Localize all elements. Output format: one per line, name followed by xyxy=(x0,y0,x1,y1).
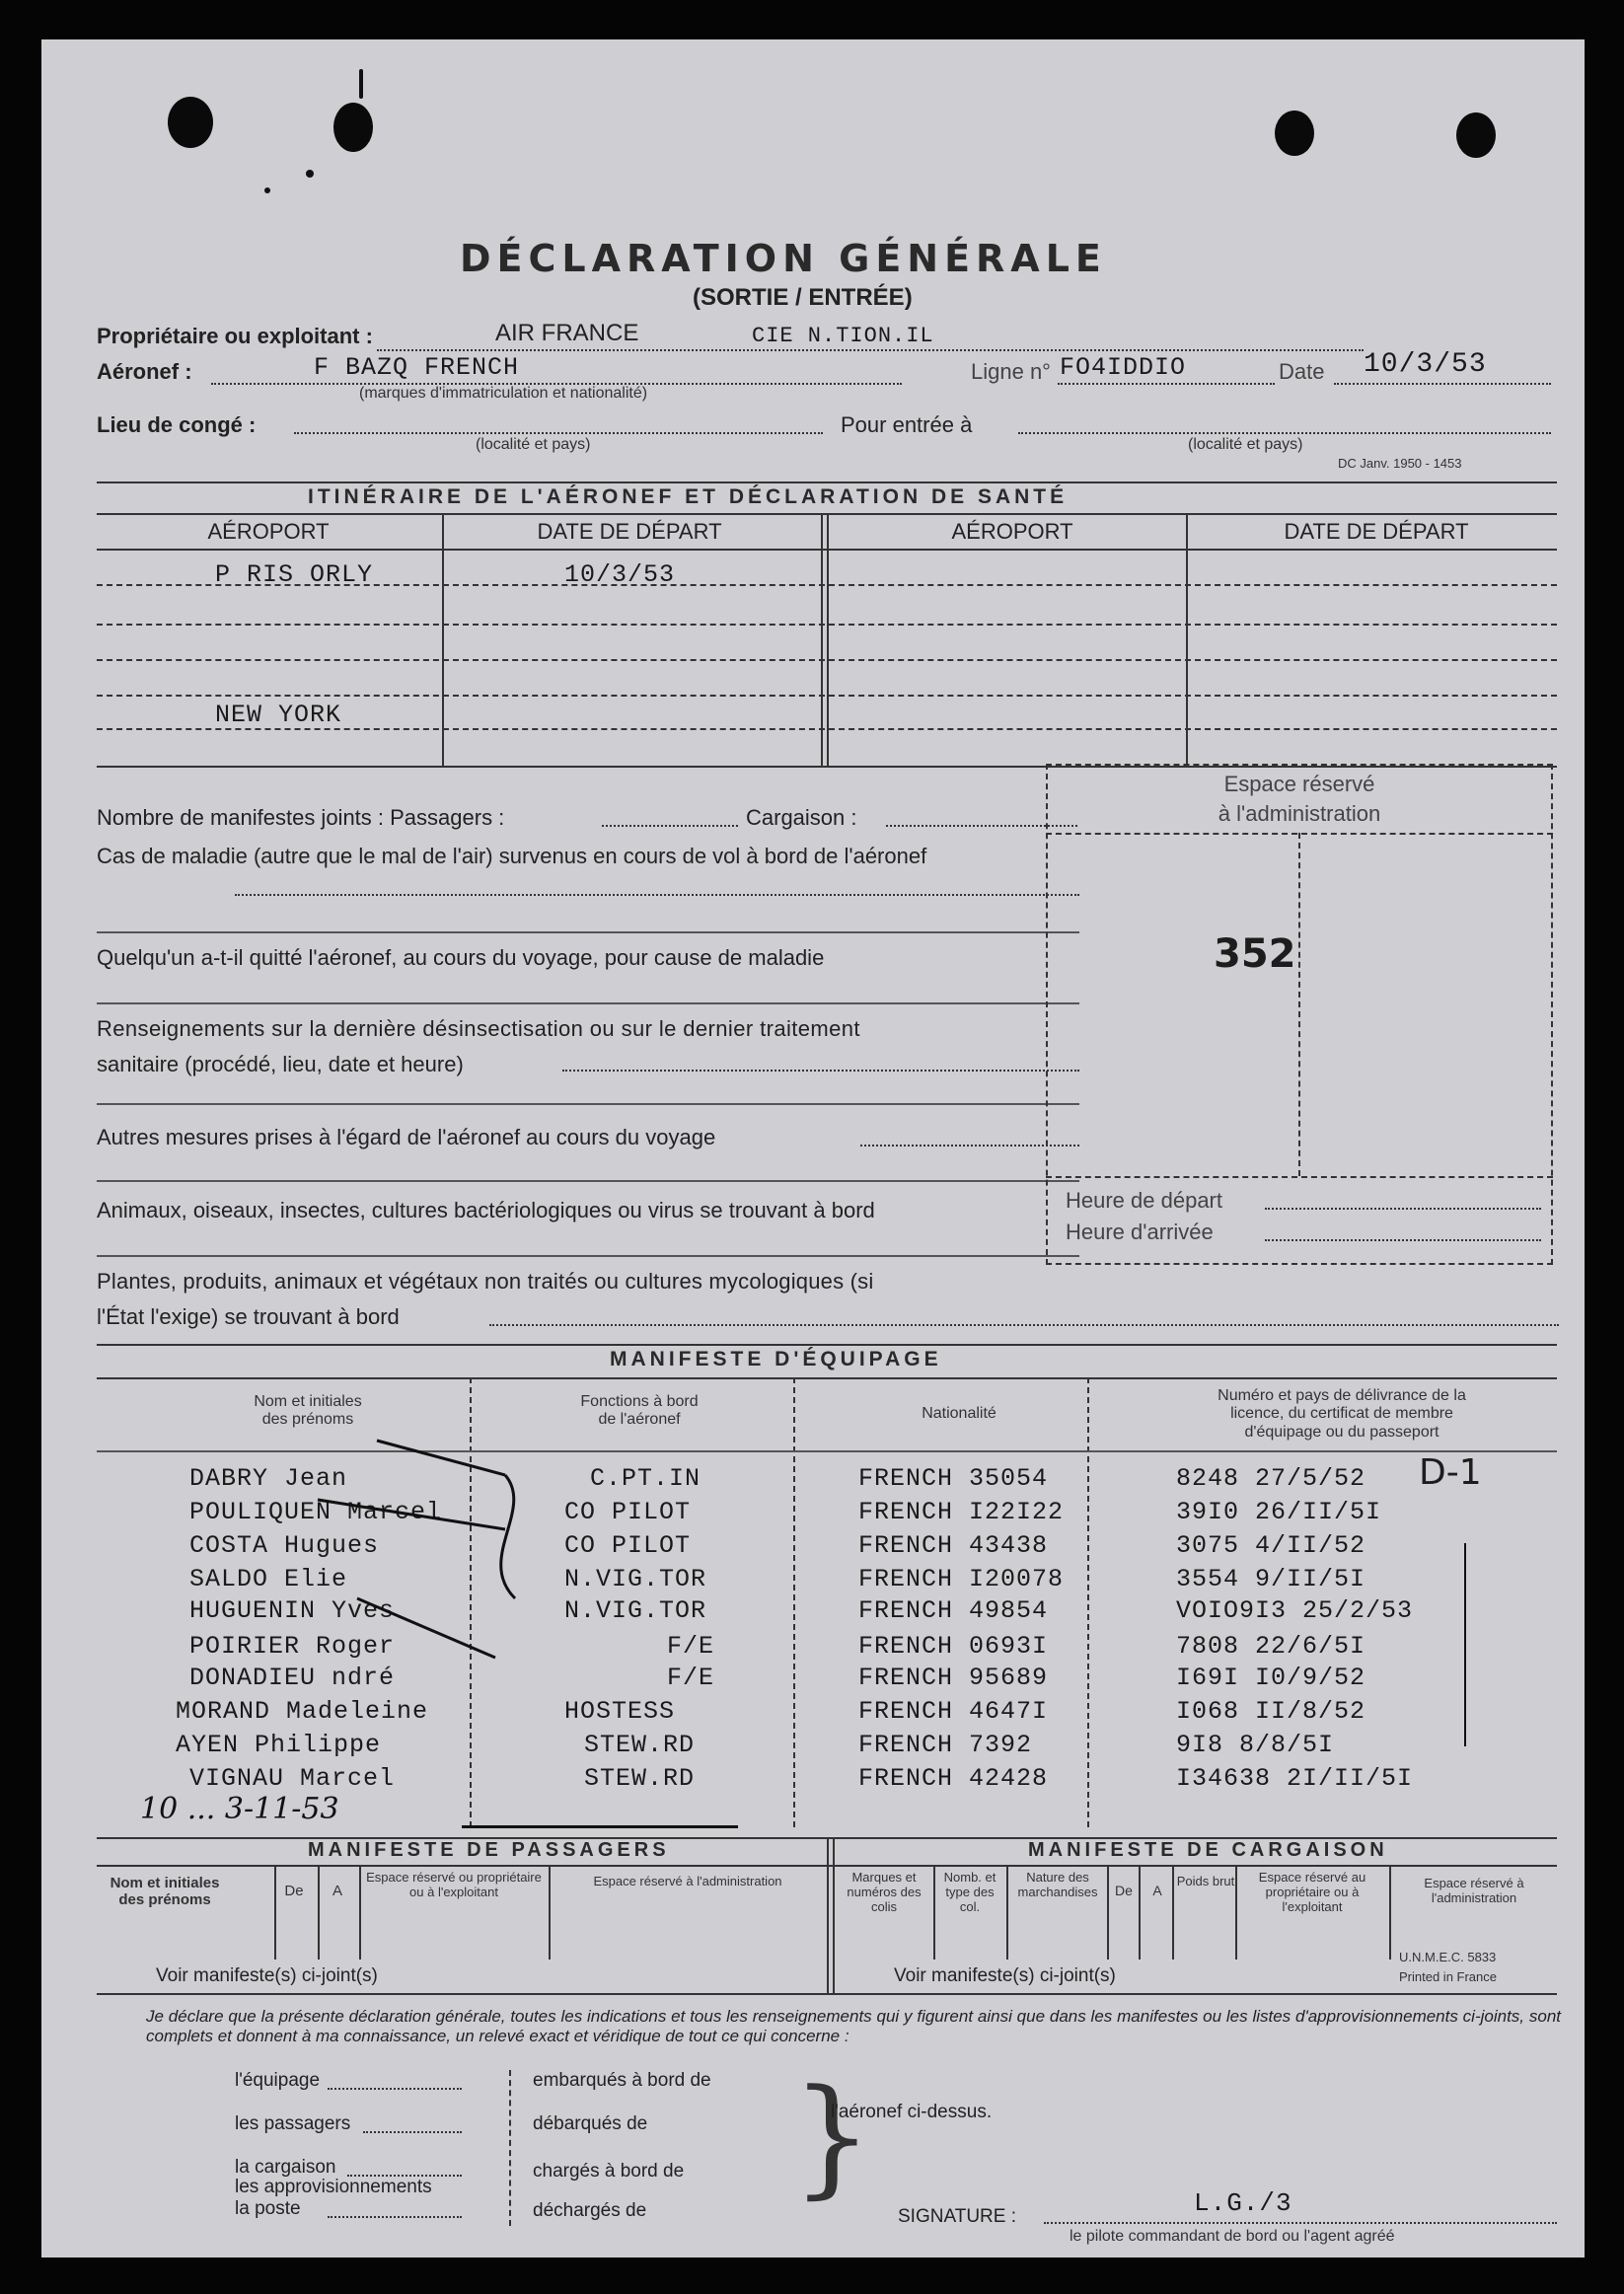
declaration-passengers: les passagers xyxy=(235,2113,351,2134)
crew-function: STEW.RD xyxy=(584,1731,696,1759)
departure-time-line xyxy=(1265,1208,1541,1210)
cargo-see-manifest: Voir manifeste(s) ci-joint(s) xyxy=(894,1965,1116,1986)
admin-box-center xyxy=(1298,833,1300,1176)
cargo-divider xyxy=(1139,1865,1141,1960)
cargo-divider xyxy=(1107,1865,1109,1960)
line-value: FO4IDDIO xyxy=(1060,353,1187,382)
form-reference: DC Janv. 1950 - 1453 xyxy=(1338,456,1462,471)
cargo-col-admin: Espace réservé à l'administration xyxy=(1424,1876,1524,1905)
crew-licence: I34638 2I/II/5I xyxy=(1176,1764,1414,1793)
date-value: 10/3/53 xyxy=(1364,349,1487,380)
itinerary-col-airport: AÉROPORT xyxy=(207,519,330,544)
ink-spot xyxy=(306,170,314,178)
sickness-line xyxy=(235,894,1079,896)
crew-col-name-2: des prénoms xyxy=(261,1411,354,1429)
aircraft-value: F BAZQ FRENCH xyxy=(314,353,520,382)
crew-nationality: FRENCH 4647I xyxy=(858,1697,1049,1726)
admin-box-bottom-divider xyxy=(1046,1176,1553,1178)
crew-function: CO PILOT xyxy=(564,1531,692,1560)
disinsection-line-2 xyxy=(97,1103,1079,1105)
crew-name: COSTA Hugues xyxy=(189,1531,380,1560)
passengers-col-admin: Espace réservé à l'administration xyxy=(593,1874,782,1888)
declaration-loaded: chargés à bord de xyxy=(533,2161,685,2182)
crew-function: N.VIG.TOR xyxy=(564,1596,707,1625)
plants-label-1: Plantes, produits, animaux et végétaux non traités ou cultures mycologiques (si xyxy=(97,1269,874,1294)
passengers-col-owner: Espace réservé ou propriétaire ou à l'exploitant xyxy=(366,1870,542,1899)
signature-note: le pilote commandant de bord ou l'agent agréé xyxy=(1070,2228,1395,2245)
crew-title: MANIFESTE D'ÉQUIPAGE xyxy=(610,1348,942,1370)
crew-name: HUGUENIN Yves xyxy=(189,1596,396,1625)
departure-time-label: Heure de départ xyxy=(1066,1188,1222,1213)
declaration-divider xyxy=(509,2070,511,2226)
ink-spot xyxy=(359,69,363,99)
crew-function: CO PILOT xyxy=(564,1498,692,1526)
declaration-brace: } xyxy=(791,2061,873,2211)
crew-row xyxy=(101,1731,1561,1764)
crew-col-licence xyxy=(1127,1387,1557,1442)
itinerary-row-line xyxy=(97,695,1557,697)
clearance-label: Lieu de congé : xyxy=(97,412,257,437)
cargo-col-count: Nomb. et type des col. xyxy=(943,1870,997,1914)
crew-title-border xyxy=(97,1377,1557,1379)
passengers-divider xyxy=(274,1865,276,1960)
crew-function: N.VIG.TOR xyxy=(564,1565,707,1593)
declaration-mail-dots xyxy=(328,2216,462,2218)
crew-name: VIGNAU Marcel xyxy=(189,1764,396,1793)
passengers-col-name: Nom et initiales des prénoms xyxy=(110,1875,220,1909)
crew-col-nationality: Nationalité xyxy=(922,1405,997,1422)
crew-licence: VOIO9I3 25/2/53 xyxy=(1176,1596,1414,1625)
left-aircraft-line xyxy=(97,1002,1079,1004)
passengers-divider xyxy=(318,1865,320,1960)
crew-nationality: FRENCH 43438 xyxy=(858,1531,1049,1560)
declaration-mail: la poste xyxy=(235,2198,301,2219)
declaration-disembarked: débarqués de xyxy=(533,2113,648,2134)
other-measures-label: Autres mesures prises à l'égard de l'aéronef au cours du voyage xyxy=(97,1125,716,1149)
handwritten-strokes xyxy=(180,1401,772,1697)
signature-label: SIGNATURE : xyxy=(898,2206,1016,2227)
disinsection-label-1: Renseignements sur la dernière désinsectisation ou sur le dernier traitement xyxy=(97,1016,860,1041)
line-number-line xyxy=(1058,383,1275,385)
form-title: DÉCLARATION GÉNÉRALE xyxy=(460,237,1107,280)
declaration-crew-dots xyxy=(328,2088,462,2090)
crew-nationality: FRENCH 49854 xyxy=(858,1596,1049,1625)
itinerary-col-departure-2: DATE DE DÉPART xyxy=(1284,519,1469,544)
admin-box-title-1: Espace réservé xyxy=(1223,772,1375,796)
punch-hole-right-1 xyxy=(1275,111,1314,156)
cargo-divider xyxy=(1235,1865,1237,1960)
signature-line xyxy=(1044,2222,1557,2224)
owner-value-2: CIE N.TION.IL xyxy=(752,324,934,348)
other-measures-line-2 xyxy=(97,1180,1079,1182)
cargo-col-to: A xyxy=(1152,1883,1162,1898)
crew-function: HOSTESS xyxy=(564,1697,676,1726)
cargo-col-weight: Poids brut xyxy=(1176,1874,1235,1888)
clearance-note: (localité et pays) xyxy=(476,436,591,453)
declaration-passengers-dots xyxy=(363,2131,462,2133)
passengers-col-to: A xyxy=(332,1883,342,1899)
crew-function: C.PT.IN xyxy=(590,1464,701,1493)
sickness-label: Cas de maladie (autre que le mal de l'air) survenus en cours de vol à bord de l'aéronef xyxy=(97,844,927,868)
crew-nationality: FRENCH 0693I xyxy=(858,1632,1049,1661)
crew-name: POULIQUEN Marcel xyxy=(189,1498,443,1526)
crew-licence: 3075 4/II/52 xyxy=(1176,1531,1366,1560)
itinerary-row-line xyxy=(97,624,1557,626)
cargo-col-marks: Marques et numéros des colis xyxy=(847,1870,922,1914)
crew-licence: 39I0 26/II/5I xyxy=(1176,1498,1382,1526)
printer-ref-1: U.N.M.E.C. 5833 xyxy=(1399,1950,1497,1964)
declaration-text: Je déclare que la présente déclaration générale, toutes les indications et tous les renseignements qui y figurent ainsi que dans les manifestes ou les listes d'approvisionnements ci-joints, sont complets et donnent à ma connaissance, un relevé exact et véridique de tout ce qui concerne : xyxy=(146,2007,1561,2045)
crew-nationality: FRENCH 7392 xyxy=(858,1731,1033,1759)
crew-licence: 3554 9/II/5I xyxy=(1176,1565,1366,1593)
crew-annotation: D-1 xyxy=(1419,1452,1482,1493)
admin-box-number: 352 xyxy=(1214,931,1296,977)
signature-value: L.G./3 xyxy=(1194,2188,1292,2218)
declaration-embarked: embarqués à bord de xyxy=(533,2070,711,2091)
arrival-time-line xyxy=(1265,1239,1541,1241)
declaration-supplies: les approvisionnements xyxy=(235,2177,432,2197)
crew-licence: 9I8 8/8/5I xyxy=(1176,1731,1335,1759)
crew-nationality: FRENCH I20078 xyxy=(858,1565,1065,1593)
passengers-divider xyxy=(359,1865,361,1960)
crew-col-licence-2: licence, du certificat de membre xyxy=(1230,1405,1453,1423)
aircraft-note: (marques d'immatriculation et nationalité) xyxy=(359,385,648,402)
section-divider xyxy=(833,1837,835,1995)
declaration-sheet xyxy=(41,39,1585,2257)
crew-name: DABRY Jean xyxy=(189,1464,348,1493)
declaration-cargo: la cargaison xyxy=(235,2157,336,2178)
plants-line xyxy=(489,1324,1559,1326)
owner-line xyxy=(377,349,1364,351)
cargo-divider xyxy=(1006,1865,1008,1960)
cargo-col-nature: Nature des marchandises xyxy=(1017,1870,1098,1899)
crew-top-border xyxy=(97,1344,1557,1346)
itinerary-row1-airport: P RIS ORLY xyxy=(215,560,374,589)
lower-section-bottom xyxy=(97,1993,1557,1995)
itinerary-col-airport-2: AÉROPORT xyxy=(951,519,1073,544)
disinsection-label-2: sanitaire (procédé, lieu, date et heure) xyxy=(97,1052,464,1076)
crew-col-licence-3: d'équipage ou du passeport xyxy=(1244,1423,1439,1441)
cargo-col-owner: Espace réservé au propriétaire ou à l'exploitant xyxy=(1258,1870,1366,1914)
declaration-unloaded: déchargés de xyxy=(533,2200,647,2221)
entry-note: (localité et pays) xyxy=(1188,436,1303,453)
crew-row xyxy=(101,1697,1561,1731)
line-label: Ligne n° xyxy=(971,359,1051,384)
punch-hole-right-2 xyxy=(1456,112,1496,158)
crew-name: POIRIER Roger xyxy=(189,1632,396,1661)
cargo-divider xyxy=(1172,1865,1174,1960)
crew-col-function-1: Fonctions à bord xyxy=(580,1393,699,1410)
entry-line xyxy=(1018,432,1551,434)
crew-col-function-2: de l'aéronef xyxy=(598,1411,681,1429)
crew-name: SALDO Elie xyxy=(189,1565,348,1593)
crew-nationality: FRENCH 35054 xyxy=(858,1464,1049,1493)
section-divider xyxy=(827,1837,829,1995)
passengers-see-manifest: Voir manifeste(s) ci-joint(s) xyxy=(156,1965,378,1986)
crew-licence: 8248 27/5/52 xyxy=(1176,1464,1366,1493)
cargo-col-from: De xyxy=(1115,1883,1133,1898)
manifests-passengers-line xyxy=(602,825,738,827)
disinsection-line xyxy=(562,1070,1079,1072)
passengers-col-from: De xyxy=(284,1883,304,1899)
aircraft-label: Aéronef : xyxy=(97,359,192,384)
crew-name: DONADIEU ndré xyxy=(189,1664,396,1692)
arrival-time-label: Heure d'arrivée xyxy=(1066,1220,1214,1244)
form-subtitle: (SORTIE / ENTRÉE) xyxy=(693,284,913,311)
crew-name: MORAND Madeleine xyxy=(176,1697,429,1726)
crew-licence: I69I I0/9/52 xyxy=(1176,1664,1366,1692)
declaration-aircraft: l'aéronef ci-dessus. xyxy=(831,2102,993,2122)
crew-name: AYEN Philippe xyxy=(176,1731,382,1759)
animals-label: Animaux, oiseaux, insectes, cultures bactériologiques ou virus se trouvant à bord xyxy=(97,1198,875,1222)
itinerary-top-border xyxy=(97,481,1557,483)
itinerary-col-departure: DATE DE DÉPART xyxy=(537,519,722,544)
crew-licence: I068 II/8/52 xyxy=(1176,1697,1366,1726)
admin-box-title-2: à l'administration xyxy=(1218,801,1381,826)
crew-licence: 7808 22/6/5I xyxy=(1176,1632,1366,1661)
animals-line xyxy=(97,1255,1079,1257)
entry-label: Pour entrée à xyxy=(841,412,973,437)
itinerary-row5-airport: NEW YORK xyxy=(215,701,342,729)
cargo-divider xyxy=(933,1865,935,1960)
cargo-title: MANIFESTE DE CARGAISON xyxy=(1028,1839,1388,1861)
crew-function: STEW.RD xyxy=(584,1764,696,1793)
clearance-line xyxy=(294,432,823,434)
punch-hole-left xyxy=(168,97,213,148)
crew-col-licence-1: Numéro et pays de délivrance de la xyxy=(1218,1387,1466,1404)
printer-ref-2: Printed in France xyxy=(1399,1969,1497,1984)
signature-scribble xyxy=(462,1825,738,1828)
itinerary-row1-date: 10/3/53 xyxy=(564,560,676,589)
punch-hole-center xyxy=(333,103,373,152)
owner-label: Propriétaire ou exploitant : xyxy=(97,324,373,348)
crew-col-name-1: Nom et initiales xyxy=(254,1393,362,1410)
manifests-label: Nombre de manifestes joints : Passagers : xyxy=(97,805,505,830)
date-line xyxy=(1334,383,1551,385)
date-label: Date xyxy=(1279,359,1325,384)
passengers-title: MANIFESTE DE PASSAGERS xyxy=(308,1839,670,1861)
itinerary-row-line xyxy=(97,659,1557,661)
cargo-count-label: Cargaison : xyxy=(746,805,857,830)
owner-value: AIR FRANCE xyxy=(495,320,639,346)
ink-spot xyxy=(264,187,270,193)
crew-nationality: FRENCH 95689 xyxy=(858,1664,1049,1692)
crew-function: F/E xyxy=(667,1664,715,1692)
left-aircraft-label: Quelqu'un a-t-il quitté l'aéronef, au cours du voyage, pour cause de maladie xyxy=(97,945,825,970)
plants-label-2: l'État l'exige) se trouvant à bord xyxy=(97,1304,400,1329)
declaration-crew: l'équipage xyxy=(235,2070,321,2091)
crew-nationality: FRENCH I22I22 xyxy=(858,1498,1065,1526)
handwritten-note: 10 ... 3-11-53 xyxy=(140,1792,339,1826)
crew-nationality: FRENCH 42428 xyxy=(858,1764,1049,1793)
sickness-line-2 xyxy=(97,931,1079,933)
itinerary-title: ITINÉRAIRE DE L'AÉRONEF ET DÉCLARATION DE SANTÉ xyxy=(308,485,1069,508)
crew-function: F/E xyxy=(667,1632,715,1661)
passengers-divider xyxy=(549,1865,551,1960)
cargo-divider xyxy=(1389,1865,1391,1960)
